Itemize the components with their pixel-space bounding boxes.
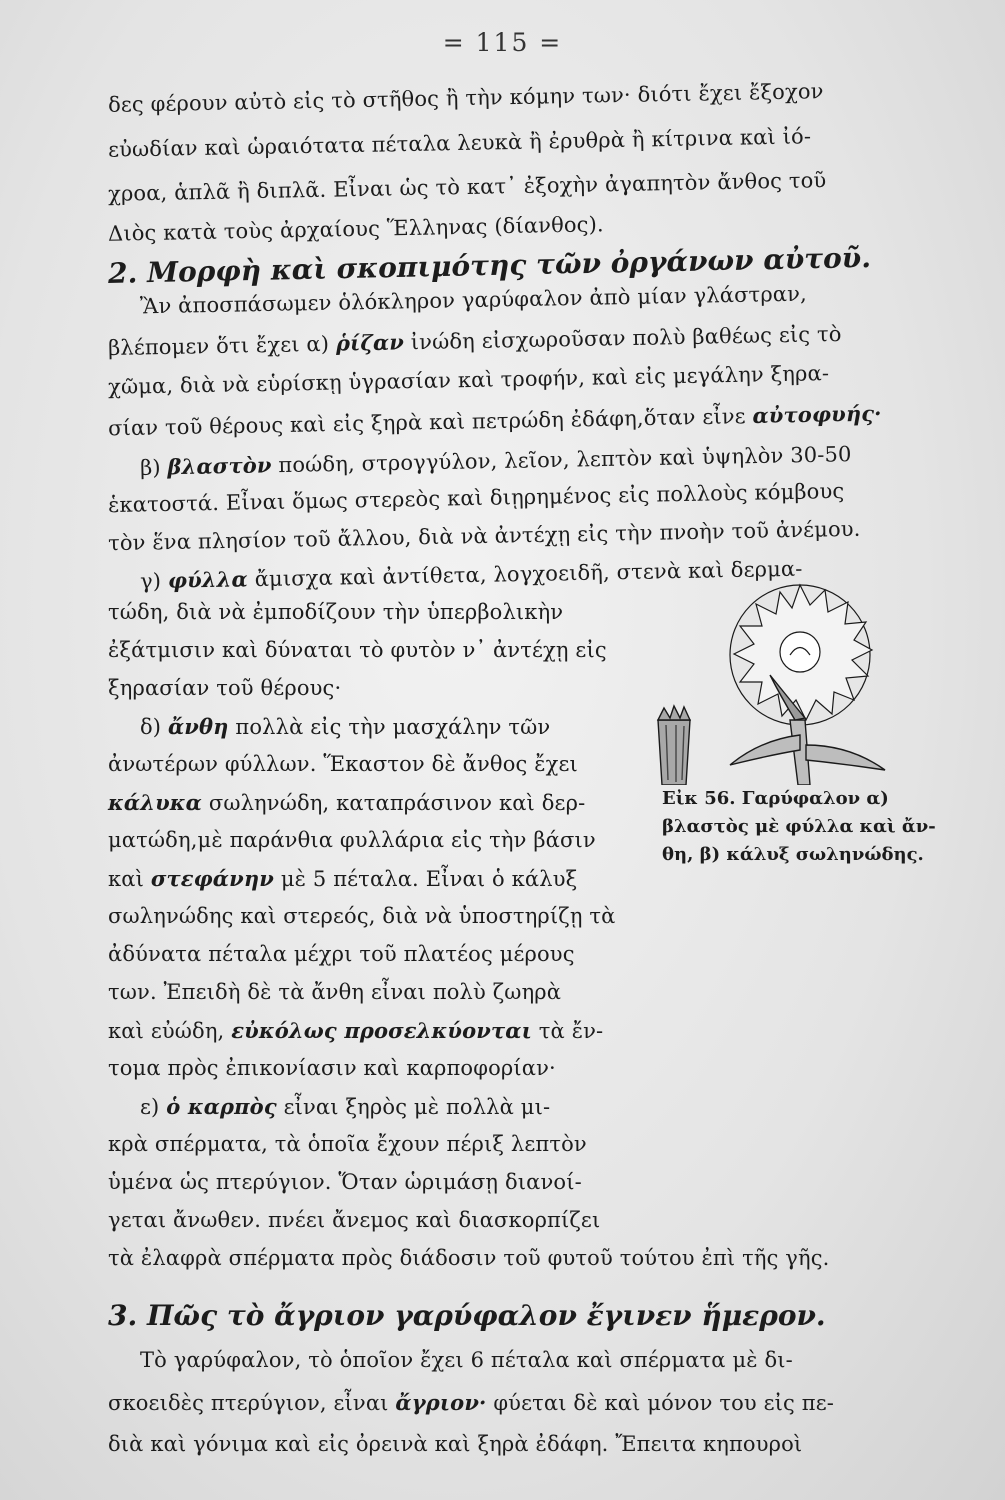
term-stem: βλαστὸν xyxy=(167,452,272,480)
text-run: ἄμισχα καὶ ἀντίθετα, λογχοειδῆ, στενὰ καὶ δερμα- xyxy=(254,556,803,592)
text-run: πολλὰ εἰς τὴν μασχάλην τῶν xyxy=(235,715,551,739)
text-line xyxy=(107,400,882,441)
text-line xyxy=(108,868,577,890)
section-heading-3: 3. Πῶς τὸ ἄγριον γαρύφαλον ἔγινεν ἥμερον. xyxy=(108,1299,826,1332)
text-line xyxy=(108,1392,834,1414)
figure-caption-line: θη, β) κάλυξ σωληνώδης. xyxy=(662,844,924,865)
figure-caption-line: βλαστὸς μὲ φύλλα καὶ ἄν- xyxy=(662,816,936,837)
text-line: τώδη, διὰ νὰ ἐμποδίζουν τὴν ὑπερβολικὴν xyxy=(108,600,564,624)
text-run: ε) xyxy=(140,1095,160,1119)
text-line: χροα, ἁπλᾶ ἢ διπλᾶ. Εἶναι ὡς τὸ κατ᾽ ἐξοχὴν ἀγαπητὸν ἄνθος τοῦ xyxy=(107,168,827,206)
text-line: των. Ἐπειδὴ δὲ τὰ ἄνθη εἶναι πολὺ ζωηρὰ xyxy=(108,980,562,1004)
text-line: ἀνωτέρων φύλλων. Ἕκαστον δὲ ἄνθος ἔχει xyxy=(108,752,578,776)
term-calyx: κάλυκα xyxy=(108,790,202,815)
text-run: μὲ 5 πέταλα. Εἶναι ὁ κάλυξ xyxy=(280,867,578,891)
text-run: β) xyxy=(139,455,161,480)
text-run: βλέπομεν ὅτι ἔχει α) xyxy=(107,331,330,361)
text-line xyxy=(108,1020,603,1042)
term-fruit: ὁ καρπὸς xyxy=(166,1094,277,1119)
text-line xyxy=(140,716,550,738)
text-run: καὶ εὐώδη, xyxy=(108,1019,225,1043)
text-line xyxy=(108,792,585,814)
calyx-detail xyxy=(658,706,690,785)
text-line: τομα πρὸς ἐπικονίασιν καὶ καρποφορίαν· xyxy=(108,1056,556,1080)
text-line: Τὸ γαρύφαλον, τὸ ὁποῖον ἔχει 6 πέταλα καὶ σπέρματα μὲ δι- xyxy=(140,1348,793,1372)
text-line: χῶμα, διὰ νὰ εὑρίσκῃ ὑγρασίαν καὶ τροφήν, καὶ εἰς μεγάλην ξηρα- xyxy=(107,361,830,399)
text-line: ἑκατοστά. Εἶναι ὅμως στερεὸς καὶ διῃρημένος εἰς πολλοὺς κόμβους xyxy=(107,478,845,518)
text-line: διὰ καὶ γόνιμα καὶ εἰς ὀρεινὰ καὶ ξηρὰ ἐδάφη. Ἔπειτα κηπουροὶ xyxy=(108,1432,803,1456)
term-self-grown: αὐτοφυής· xyxy=(752,400,882,429)
text-line xyxy=(140,1096,550,1118)
text-run: ἰνώδη εἰσχωροῦσαν πολὺ βαθέως εἰς τὸ xyxy=(410,321,842,355)
text-run: σίαν τοῦ θέρους καὶ εἰς ξηρὰ καὶ πετρώδη ἐδάφη,ὅταν εἶνε xyxy=(107,404,746,441)
term-root: ῥίζαν xyxy=(335,329,405,356)
figure-caption-line: Εἰκ 56. Γαρύφαλον α) xyxy=(662,788,889,809)
text-line xyxy=(108,323,842,359)
text-line: γεται ἄνωθεν. πνέει ἄνεμος καὶ διασκορπίζει xyxy=(108,1208,601,1232)
term-flowers: ἄνθη xyxy=(167,714,229,739)
term-attract: εὐκόλως προσελκύονται xyxy=(231,1018,532,1043)
text-line: ξηρασίαν τοῦ θέρους· xyxy=(108,676,342,700)
text-run: φύεται δὲ καὶ μόνον του εἰς πε- xyxy=(493,1391,835,1415)
page-number: = 115 = xyxy=(442,28,563,57)
text-run: σωληνώδη, καταπράσινον καὶ δερ- xyxy=(208,791,586,815)
text-run: εἶναι ξηρὸς μὲ πολλὰ μι- xyxy=(283,1095,551,1119)
text-run: γ) xyxy=(139,568,162,594)
carnation-illustration xyxy=(640,560,940,785)
text-line: Ἂν ἀποσπάσωμεν ὁλόκληρον γαρύφαλον ἀπὸ μίαν γλάστραν, xyxy=(139,281,808,319)
text-line: ματώδη,μὲ παράνθια φυλλάρια εἰς τὴν βάσιν xyxy=(108,828,596,852)
text-line: ἐξάτμισιν καὶ δύναται τὸ φυτὸν ν᾽ ἀντέχῃ εἰς xyxy=(108,638,607,662)
text-line: τὸν ἕνα πλησίον τοῦ ἄλλου, διὰ νὰ ἀντέχῃ εἰς τὴν πνοὴν τοῦ ἀνέμου. xyxy=(107,516,861,556)
term-wild: ἄγριον· xyxy=(395,1390,487,1415)
text-run: ποώδη, στρογγύλον, λεῖον, λεπτὸν καὶ ὑψηλὸν 30-50 xyxy=(278,442,852,478)
text-line: δες φέρουν αὐτὸ εἰς τὸ στῆθος ἢ τὴν κόμην των· διότι ἔχει ἔξοχον xyxy=(107,79,824,117)
text-line: ἀδύνατα πέταλα μέχρι τοῦ πλατέος μέρους xyxy=(108,942,575,966)
text-line: σωληνώδης καὶ στερεός, διὰ νὰ ὑποστηρίζῃ τὰ xyxy=(108,904,616,928)
text-line: ὑμένα ὡς πτερύγιον. Ὅταν ὡριμάσῃ διανοί- xyxy=(108,1170,582,1194)
flower-head xyxy=(730,585,872,725)
text-line: κρὰ σπέρματα, τὰ ὁποῖα ἔχουν πέριξ λεπτὸν xyxy=(108,1132,587,1156)
text-run: δ) xyxy=(140,715,162,739)
text-line: τὰ ἐλαφρὰ σπέρματα πρὸς διάδοσιν τοῦ φυτοῦ τούτου ἐπὶ τῆς γῆς. xyxy=(108,1246,830,1270)
text-run: τὰ ἔν- xyxy=(538,1019,604,1043)
term-corolla: στεφάνην xyxy=(150,866,274,891)
text-run: καὶ xyxy=(108,867,144,891)
term-leaves: φύλλα xyxy=(167,566,249,593)
text-line xyxy=(140,443,852,479)
section-heading-2: 2. Μορφὴ καὶ σκοπιμότης τῶν ὀργάνων αὐτοῦ. xyxy=(107,241,872,290)
text-line: εὐωδίαν καὶ ὡραιότατα πέταλα λευκὰ ἢ ἐρυθρὰ ἢ κίτρινα καὶ ἰό- xyxy=(107,124,812,162)
text-run: σκοειδὲς πτερύγιον, εἶναι xyxy=(108,1391,389,1415)
text-line: Διὸς κατὰ τοὺς ἀρχαίους Ἕλληνας (δίανθος). xyxy=(107,212,604,246)
